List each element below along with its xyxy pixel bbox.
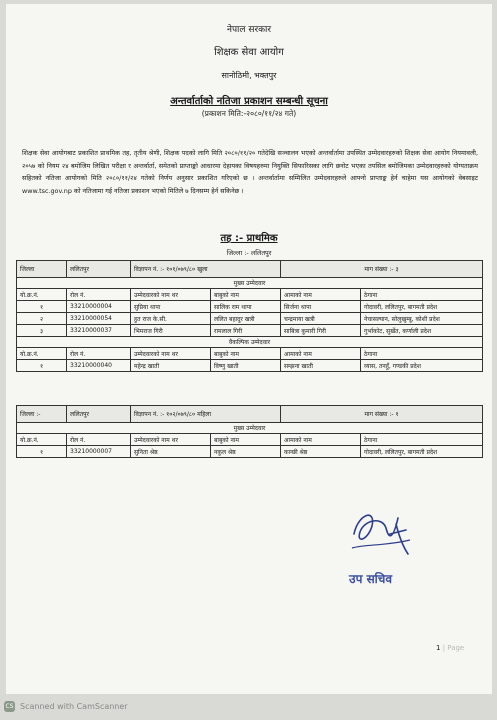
cell-address: व्यास, तनहुँ, गण्डकी प्रदेश	[361, 360, 483, 372]
col-header: उम्मेदवारको नाम थर	[131, 289, 211, 301]
signatory-title: उप सचिव	[349, 572, 393, 586]
cell-father: नकुल श्रेष्ठ	[211, 446, 281, 458]
ad-number: विज्ञापन नं. :- १०२/०७९/८० महिला	[131, 406, 281, 423]
section-alternate: वैकल्पिक उम्मेदवार	[17, 337, 483, 348]
cell-name: सुप्रिया थापा	[131, 301, 211, 313]
result-table-female	[16, 405, 483, 458]
table-header-row	[17, 289, 483, 301]
cell-father: विष्णु खाती	[211, 360, 281, 372]
col-header: ठेगाना	[361, 434, 483, 446]
cell-roll: 33210000007	[67, 446, 131, 458]
commission-address: सानोठिमी, भक्तपुर	[221, 71, 277, 80]
col-header: ठेगाना	[361, 289, 483, 301]
document-page	[6, 4, 492, 694]
page-number	[436, 644, 464, 652]
cell-father: सालिक राम थापा	[211, 301, 281, 313]
result-table-open	[16, 260, 483, 372]
section-main: मुख्य उम्मेदवार	[17, 423, 483, 434]
cell-address: गोदावरी, ललितपुर, बागमती प्रदेश	[361, 301, 483, 313]
scanner-watermark: Scanned with CamScanner	[20, 702, 128, 711]
col-header: बाबुको नाम	[211, 434, 281, 446]
cell-rank: २	[17, 313, 67, 325]
district-value: ललितपुर	[67, 261, 131, 278]
col-header: यो.क्र.नं.	[17, 289, 67, 301]
scanner-footer	[0, 694, 497, 720]
cell-name: सुनिता श्रेष्ठ	[131, 446, 211, 458]
cell-mother: चन्द्रमाया खत्री	[281, 313, 361, 325]
cell-mother: सिर्जना थापा	[281, 301, 361, 313]
cell-rank: १	[17, 446, 67, 458]
col-header: रोल नं.	[67, 289, 131, 301]
cell-roll: 33210000054	[67, 313, 131, 325]
table-row	[17, 301, 483, 313]
cell-roll: 33210000004	[67, 301, 131, 313]
col-header: ठेगाना	[361, 348, 483, 360]
table-row	[17, 325, 483, 337]
district-value: ललितपुर	[67, 406, 131, 423]
col-header: यो.क्र.नं.	[17, 434, 67, 446]
page-number-value: 1	[436, 644, 441, 652]
demand-count: माग संख्या :- ३	[281, 261, 483, 278]
cell-rank: १	[17, 360, 67, 372]
table-header-row	[17, 434, 483, 446]
cell-father: रामलाल गिरी	[211, 325, 281, 337]
table-header-row	[17, 348, 483, 360]
camscanner-icon: CS	[5, 703, 14, 710]
table-row	[17, 446, 483, 458]
district-label: जिल्ला :-	[17, 406, 67, 423]
publish-date: (प्रकाशन मिति:-२०८०/११/२४ गते)	[201, 109, 297, 118]
col-header: उम्मेदवारको नाम थर	[131, 348, 211, 360]
cell-address: गुर्भाकोट, सुर्खेत, कर्णाली प्रदेश	[361, 325, 483, 337]
page-label: | Page	[442, 644, 465, 652]
cell-name: महेन्द्र खाती	[131, 360, 211, 372]
col-header: उम्मेदवारको नाम थर	[131, 434, 211, 446]
cell-roll: 33210000040	[67, 360, 131, 372]
cell-rank: ३	[17, 325, 67, 337]
col-header: आमाको नाम	[281, 289, 361, 301]
cell-address: नेचासल्यान, सोलुखुम्बु, कोशी प्रदेश	[361, 313, 483, 325]
col-header: बाबुको नाम	[211, 289, 281, 301]
signature-mark	[346, 504, 416, 562]
ad-number: विज्ञापन नं. :- १०१/०७९/८० खुला	[131, 261, 281, 278]
cell-name: हुत राज के.सी.	[131, 313, 211, 325]
cell-address: गोदावरी, ललितपुर, बागमती प्रदेश	[361, 446, 483, 458]
col-header: रोल नं.	[67, 348, 131, 360]
col-header: आमाको नाम	[281, 348, 361, 360]
district-label: जिल्ला	[17, 261, 67, 278]
cell-name: भिमराज गिरी	[131, 325, 211, 337]
cell-roll: 33210000037	[67, 325, 131, 337]
col-header: बाबुको नाम	[211, 348, 281, 360]
level-title: तह :- प्राथमिक	[220, 233, 278, 244]
cell-rank: १	[17, 301, 67, 313]
col-header: यो.क्र.नं.	[17, 348, 67, 360]
notice-body: शिक्षक सेवा आयोगबाट प्रकाशित प्राथमिक तह, तृतीय श्रेणी, शिक्षक पदको लागि मिति २०८०/११/२० गतेदेखि सञ्चालन भएको अन्तर्वार्तामा उपस्थित उम्मेदवारहरुको शिक्षक सेवा आयोग नियमावली, २०५७ को नियम २४ बमोजिम लिखित परीक्षा र अन्तर्वार्ता, समेतको प्राप्ताङ्को आधारमा देहायका विषयहरुमा नियुक्ति सिफारिसका लागि छनोट भएका तपसिल बमोजिमका उम्मेदवारहरुको योग्यताक्रम सहितको नतिजा आयोगको मिति २०८०/११/२४ गतेको निर्णय अनुसार प्रकाशित गरिएको छ । अन्तर्वार्तामा सम्मिलित उम्मेदवारहरुले आफ्नो प्राप्ताङ्क हेर्न चाहेमा यस आयोगको वेबसाइट www.tsc.gov.np को नतिजामा गई नतिजा प्रकाशन भएको मितिले ७ दिनसम्म हेर्न सकिनेछ ।	[22, 149, 478, 195]
section-main: मुख्य उम्मेदवार	[17, 278, 483, 289]
col-header: आमाको नाम	[281, 434, 361, 446]
cell-mother: कान्छी श्रेष्ठ	[281, 446, 361, 458]
gov-line: नेपाल सरकार	[226, 25, 272, 35]
cell-mother: साबित्रा कुमारी गिरी	[281, 325, 361, 337]
table-row	[17, 313, 483, 325]
col-header: रोल नं.	[67, 434, 131, 446]
table-row	[17, 360, 483, 372]
cell-father: ललित बहादुर खत्री	[211, 313, 281, 325]
demand-count: माग संख्या :- १	[281, 406, 483, 423]
commission-name: शिक्षक सेवा आयोग	[214, 47, 284, 58]
cell-mother: सम्झना खाती	[281, 360, 361, 372]
district-line: जिल्ला :- ललितपुर	[226, 249, 272, 257]
notice-title: अन्तर्वार्ताको नतिजा प्रकाशन सम्बन्धी सूचना	[170, 96, 328, 107]
